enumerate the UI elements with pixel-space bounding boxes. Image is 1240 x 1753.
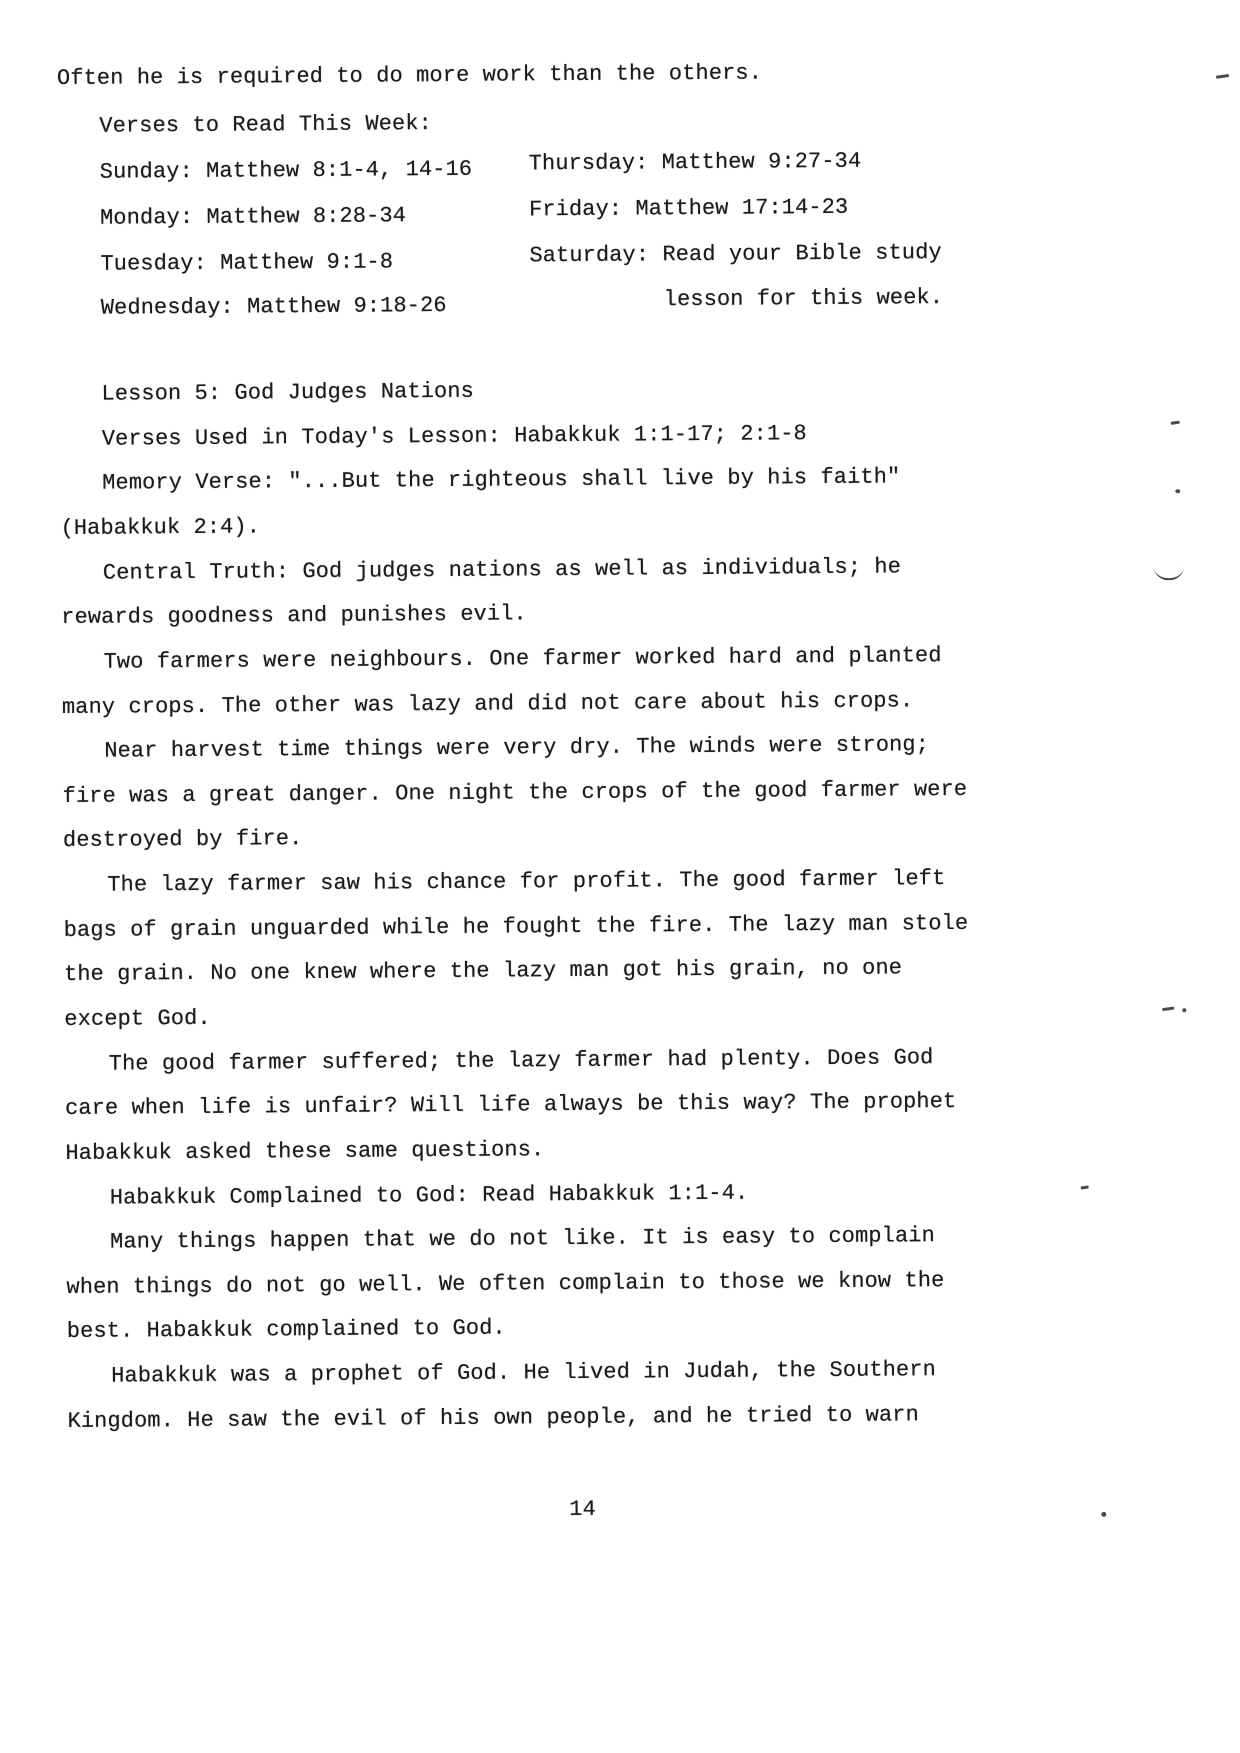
text-line: Central Truth: God judges nations as well as individuals; he xyxy=(102,554,902,586)
text-line: The lazy farmer saw his chance for profit. The good farmer left xyxy=(107,866,946,898)
text-line: The good farmer suffered; the lazy farmer had plenty. Does God xyxy=(108,1045,934,1077)
text-line: the grain. No one knew where the lazy man got his grain, no one xyxy=(63,955,903,987)
text-line: best. Habakkuk complained to God. xyxy=(66,1315,506,1344)
text-line: fire was a great danger. One night the crops of the good farmer were xyxy=(62,776,968,810)
scan-artifact-dash xyxy=(1216,74,1229,79)
text-line: Sunday: Matthew 8:1-4, 14-16 xyxy=(99,156,473,185)
scan-artifact-curve xyxy=(1154,565,1184,580)
text-line: Friday: Matthew 17:14-23 xyxy=(528,194,849,223)
text-line: Tuesday: Matthew 9:1-8 xyxy=(100,249,394,277)
scan-artifact-dash xyxy=(1162,1007,1174,1012)
text-line: care when life is unfair? Will life always be this way? The prophet xyxy=(64,1088,957,1121)
text-line: Often he is required to do more work than the others. xyxy=(56,60,763,92)
scan-artifact-dash xyxy=(1171,421,1180,425)
text-line: Near harvest time things were very dry. The winds were strong; xyxy=(104,732,930,764)
scan-artifact-dot xyxy=(1175,489,1180,493)
text-line: Thursday: Matthew 9:27-34 xyxy=(528,148,862,177)
text-line: destroyed by fire. xyxy=(62,826,303,853)
text-line: Two farmers were neighbours. One farmer worked hard and planted xyxy=(103,643,942,675)
text-line: Habakkuk Complained to God: Read Habakkuk 1:1-4. xyxy=(109,1180,749,1211)
text-line: rewards goodness and punishes evil. xyxy=(61,601,527,631)
text-line: Saturday: Read your Bible study xyxy=(529,240,942,269)
scan-artifact-dash xyxy=(1081,1185,1089,1189)
text-line: except God. xyxy=(64,1005,211,1032)
scan-artifact-dot xyxy=(1101,1512,1106,1517)
text-line: Habakkuk asked these same questions. xyxy=(65,1137,545,1166)
text-line: Habakkuk was a prophet of God. He lived in Judah, the Southern xyxy=(111,1357,936,1389)
text-line: Verses Used in Today's Lesson: Habakkuk 1:1-17; 2:1-8 xyxy=(101,421,807,452)
text-line: many crops. The other was lazy and did not care about his crops. xyxy=(61,688,914,721)
text-line: Monday: Matthew 8:28-34 xyxy=(99,203,407,231)
text-line: bags of grain unguarded while he fought the fire. The lazy man stole xyxy=(63,910,969,943)
text-line: lesson for this week. xyxy=(663,285,944,313)
scan-artifact-dot xyxy=(1182,1008,1186,1012)
text-line: Memory Verse: "...But the righteous shall live by his faith" xyxy=(102,464,901,496)
text-line: Verses to Read This Week: xyxy=(99,111,433,139)
page-number: 14 xyxy=(569,1496,596,1523)
text-line: when things do not go well. We often complain to those we know the xyxy=(66,1268,945,1300)
text-line: (Habakkuk 2:4). xyxy=(60,514,261,542)
text-line: Lesson 5: God Judges Nations xyxy=(101,378,475,407)
text-line: Kingdom. He saw the evil of his own people, and he tried to warn xyxy=(67,1402,919,1434)
text-line: Many things happen that we do not like. It is easy to complain xyxy=(110,1223,935,1255)
text-line: Wednesday: Matthew 9:18-26 xyxy=(100,292,447,321)
